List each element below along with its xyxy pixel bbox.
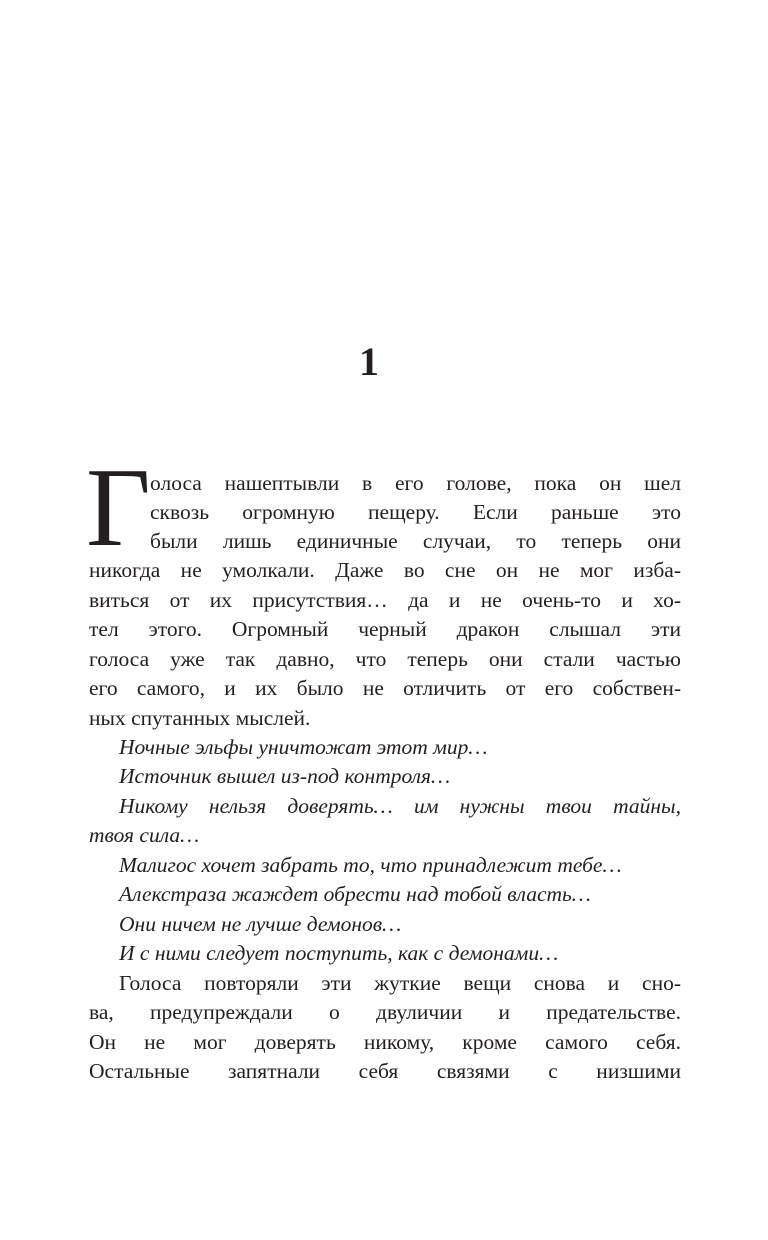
drop-cap: Г [86, 446, 151, 570]
italic-line: Источник вышел из-под контроля… [119, 764, 451, 788]
text-line: были лишь единичные случаи, то теперь они [150, 529, 681, 553]
text-line: голоса уже так давно, что теперь они стали частью [89, 647, 681, 671]
text-line: Он не мог доверять никому, кроме самого себя. [89, 1030, 681, 1054]
text-line: ва, предупреждали о двуличии и предательстве. [89, 1000, 681, 1024]
chapter-number: 1 [359, 339, 379, 384]
italic-line: И с ними следует поступить, как с демонами… [119, 941, 559, 965]
text-line: Голоса повторяли эти жуткие вещи снова и сно- [119, 971, 681, 995]
text-line: Остальные запятнали себя связями с низшими [89, 1059, 681, 1083]
text-line: тел этого. Огромный черный дракон слышал эти [89, 617, 681, 641]
text-line: ных спутанных мыслей. [89, 706, 311, 730]
text-line: его самого, и их было не отличить от его собствен- [89, 676, 681, 700]
italic-line: твоя сила… [89, 823, 200, 847]
italic-line: Ночные эльфы уничтожат этот мир… [119, 735, 488, 759]
italic-line: Никому нельзя доверять… им нужны твои тайны, [119, 794, 681, 818]
text-line: сквозь огромную пещеру. Если раньше это [150, 500, 681, 524]
italic-line: Малигос хочет забрать то, что принадлежит тебе… [119, 853, 622, 877]
text-line: виться от их присутствия… да и не очень-то и хо- [89, 588, 681, 612]
text-line: никогда не умолкали. Даже во сне он не мог изба- [89, 558, 681, 582]
text-line: олоса нашептывли в его голове, пока он шел [150, 471, 681, 495]
italic-line: Алекстраза жаждет обрести над тобой власть… [119, 882, 591, 906]
italic-line: Они ничем не лучше демонов… [119, 912, 402, 936]
